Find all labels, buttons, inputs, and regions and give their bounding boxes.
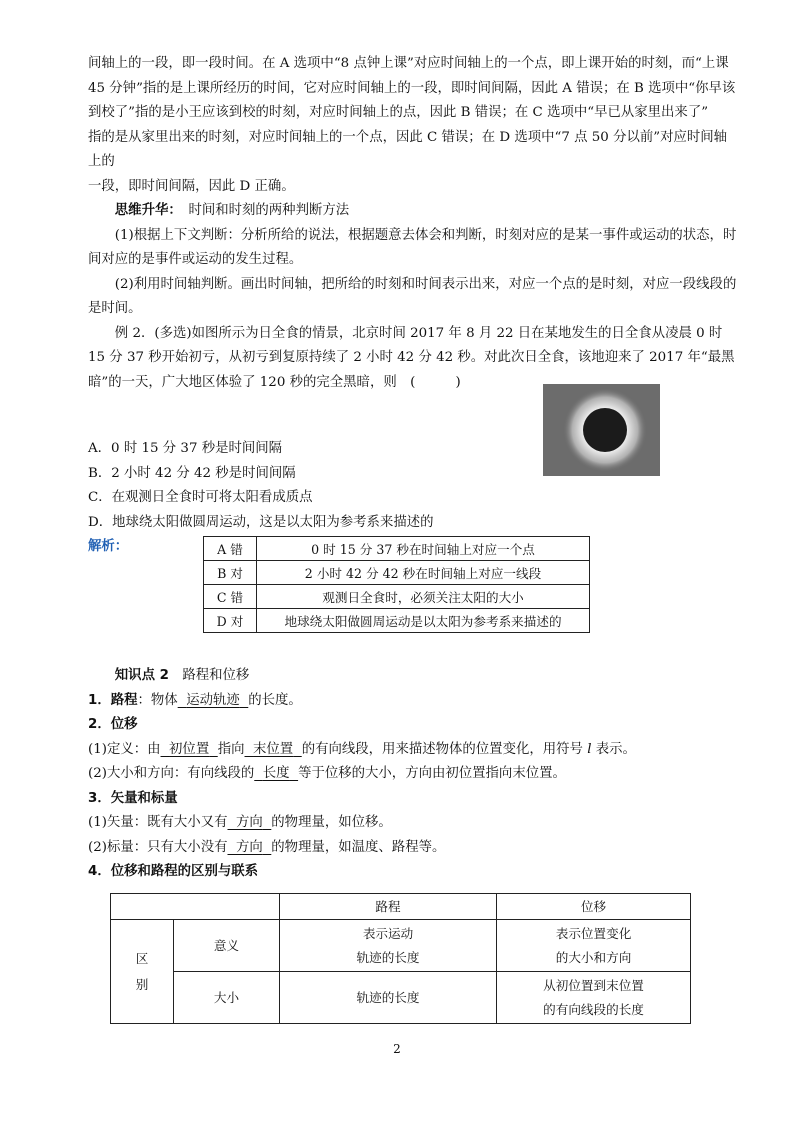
table-row [204, 537, 590, 561]
jiexi-label: 解析： [88, 539, 129, 554]
option-a: A．0 时 15 分 37 秒是时间间隔 [88, 441, 283, 456]
text: 的物理量，如温度、路程等。 [271, 839, 446, 855]
cell: 轨迹的长度 [280, 972, 497, 1024]
answer-reason: 2 小时 42 分 42 秒在时间轴上对应一线段 [257, 561, 590, 585]
text: 等于位移的大小，方向由初位置指向末位置。 [298, 766, 566, 781]
header-weiyi: 位移 [497, 894, 691, 920]
row-label: 大小 [174, 972, 280, 1024]
blank-answer: 方向 [236, 815, 263, 830]
cell: 表示运动 轨迹的长度 [280, 920, 497, 972]
text: 的物理量，如位移。 [271, 815, 392, 830]
para-line: 指的是从家里出来的时刻，对应时间轴上的一个点，因此 C 错误；在 D 选项中“7 点 50 分以前”对应时间轴上的 [88, 129, 728, 169]
answer-key: D 对 [204, 609, 257, 633]
vector-line [88, 811, 738, 836]
blank-answer: 末位置 [253, 741, 294, 757]
vector-heading [88, 787, 738, 812]
item-number: 3． [88, 790, 111, 806]
kp2-title: 路程和位移 [182, 668, 250, 683]
blank-answer: 初位置 [169, 741, 210, 757]
blank-answer: 方向 [236, 839, 263, 855]
answer-key: A 错 [204, 537, 257, 561]
para-line: 间轴上的一段，即一段时间。在 A 选项中“8 点钟上课”对应时间轴上的一个点，即上课开始的时刻，而“上课 [88, 56, 729, 71]
table-row [204, 561, 590, 585]
group-label: 区 别 [111, 920, 174, 1024]
symbol-l: l [587, 741, 592, 757]
text: (1)定义：由 [88, 741, 161, 757]
fill-blank [245, 742, 302, 757]
table-row [204, 609, 590, 633]
page-body [88, 52, 738, 560]
fill-blank [161, 742, 218, 757]
term-luchen: 路程 [110, 692, 138, 708]
term-vector-scalar: 矢量和标量 [110, 790, 178, 806]
answer-key: B 对 [204, 561, 257, 585]
text: ：物体 [137, 692, 178, 708]
para-line: 45 分钟”指的是上课所经历的时间，它对应时间轴上的一段，即时间间隔，因此 A 错误；在 B 选项中“你早该 [88, 80, 736, 96]
item-number: 2． [88, 717, 111, 732]
text: (1)矢量：既有大小又有 [88, 815, 228, 830]
answer-reason: 观测日全食时，必须关注太阳的大小 [257, 585, 590, 609]
page-number: 2 [393, 1042, 401, 1056]
item-number: 4． [88, 864, 111, 879]
table-row [204, 585, 590, 609]
example-2-stem: 例 2．(多选)如图所示为日全食的情景，北京时间 2017 年 8 月 22 日在某地发生的日全食从凌晨 0 时 15 分 37 秒开始初亏，从初亏到复原持续了 2 小时 42 分 42 秒。对此次日全食，该地迎来了 2017 年“最黑暗”的一天，广大地区体验了 120 秒的完全黑暗，则 ( ) [88, 325, 735, 390]
text: 的有向线段，用来描述物体的位置变化，用符号 [301, 741, 588, 757]
answer-reason: 0 时 15 分 37 秒在时间轴上对应一个点 [257, 537, 590, 561]
text: (2)标量：只有大小没有 [88, 839, 228, 855]
weiyi-heading [88, 713, 738, 738]
answer-table [203, 536, 590, 633]
solar-eclipse-image [543, 384, 660, 476]
cell: 从初位置到末位置 的有向线段的长度 [497, 972, 691, 1024]
answer-reason: 地球绕太阳做圆周运动是以太阳为参考系来描述的 [257, 609, 590, 633]
text: 的长度。 [248, 692, 302, 708]
table-row [111, 894, 691, 920]
cell: 表示位置变化 的大小和方向 [497, 920, 691, 972]
blank-answer: 长度 [262, 766, 290, 781]
text: 表示。 [591, 741, 636, 757]
answer-key: C 错 [204, 585, 257, 609]
siwei-label: 思维升华： [114, 203, 176, 218]
empty-header-cell [111, 894, 280, 920]
text: (2)大小和方向：有向线段的 [88, 766, 255, 781]
siwei-title: 时间和时刻的两种判断方法 [188, 203, 350, 218]
comparison-table [110, 893, 691, 1024]
table-row [111, 920, 691, 972]
row-label: 意义 [174, 920, 280, 972]
method-1: (1)根据上下文判断：分析所给的说法，根据题意去体会和判断，时刻对应的是某一事件或运动的状态，时间对应的是事件或运动的发生过程。 [88, 227, 737, 267]
para-line: 一段，即时间间隔，因此 D 正确。 [88, 178, 295, 194]
scalar-line [88, 836, 738, 861]
table-row [111, 972, 691, 1024]
blank-answer: 运动轨迹 [186, 692, 240, 708]
definition-line [88, 738, 738, 763]
kp2-label: 知识点 2 [114, 668, 169, 683]
fill-blank [227, 840, 271, 855]
size-line [88, 762, 738, 787]
term-difference: 位移和路程的区别与联系 [110, 864, 259, 879]
fill-blank [254, 766, 298, 781]
luchen-line [88, 689, 738, 714]
siwei-heading [88, 199, 738, 224]
option-b: B．2 小时 42 分 42 秒是时间间隔 [88, 465, 296, 481]
header-luchen: 路程 [280, 894, 497, 920]
para-line: 到校了”指的是小王应该到校的时刻，对应时间轴上的点，因此 B 错误；在 C 选项中“早已从家里出来了” [88, 105, 709, 120]
option-d: D．地球绕太阳做圆周运动，这是以太阳为参考系来描述的 [88, 514, 434, 530]
kp2-heading [88, 664, 738, 689]
fill-blank [178, 693, 249, 708]
diff-heading [88, 860, 738, 885]
fill-blank [227, 815, 271, 830]
knowledge-point-2 [88, 664, 738, 885]
term-weiyi: 位移 [110, 717, 138, 732]
method-2: (2)利用时间轴判断。画出时间轴，把所给的时刻和时间表示出来，对应一个点的是时刻，对应一段线段的是时间。 [88, 276, 737, 316]
text: 指向 [217, 741, 245, 757]
option-c: C．在观测日全食时可将太阳看成质点 [88, 490, 313, 505]
item-number: 1． [88, 692, 111, 708]
